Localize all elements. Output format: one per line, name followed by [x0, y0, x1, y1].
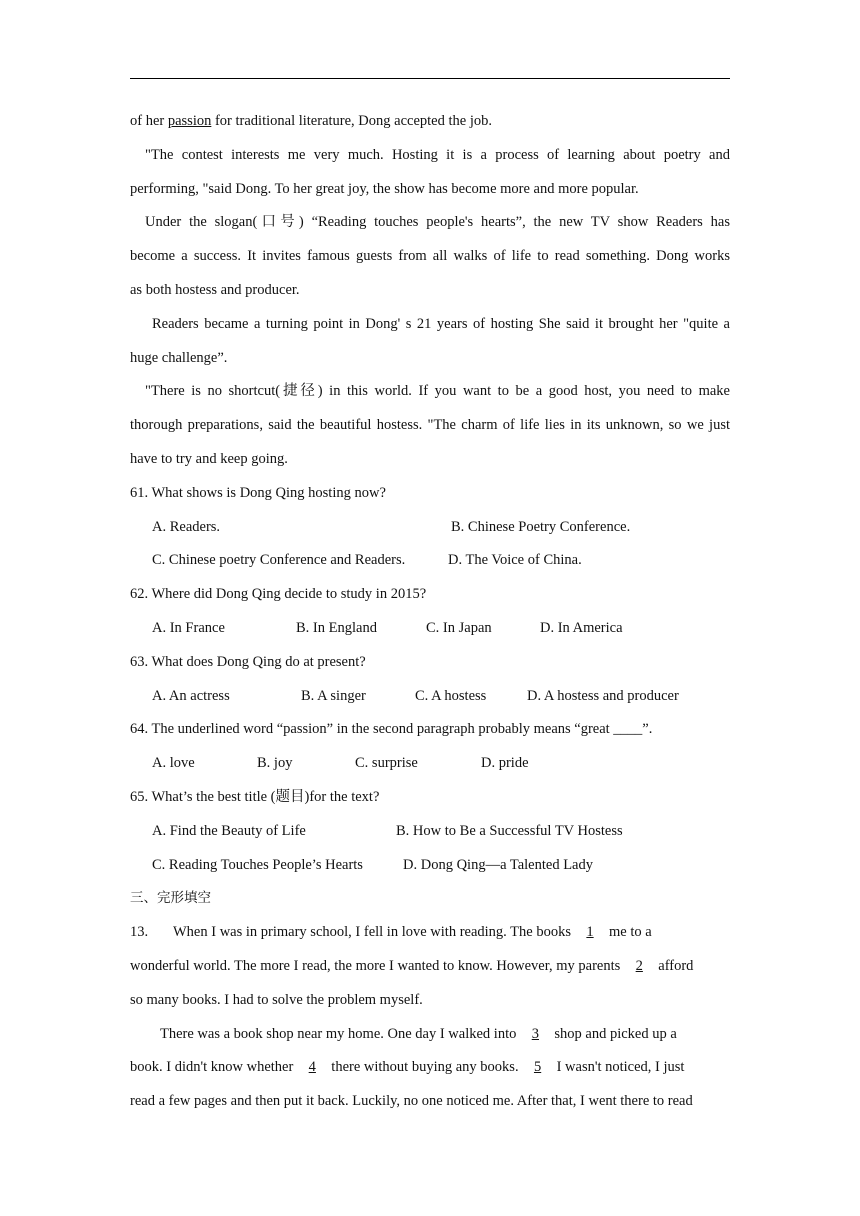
options-row	[130, 849, 730, 883]
question-number: 13.	[130, 924, 149, 941]
cloze-line	[130, 950, 730, 984]
passage-line	[130, 105, 730, 139]
option-a: A. Readers.	[152, 518, 221, 535]
text: there without buying any books.	[331, 1059, 519, 1076]
cloze-line	[130, 916, 730, 950]
text: book. I didn't know whether	[130, 1059, 294, 1076]
text: When I was in primary school, I fell in love with reading. The books	[173, 924, 571, 941]
passage-line: as both hostess and producer.	[130, 281, 300, 298]
blank-4: 4	[308, 1059, 316, 1076]
blank-3: 3	[531, 1025, 539, 1042]
passage-line: huge challenge”.	[130, 349, 228, 366]
option-b: B. Chinese Poetry Conference.	[451, 518, 631, 535]
option-a: A. Find the Beauty of Life	[152, 822, 306, 839]
question-65: 65. What’s the best title (题目)for the text?	[130, 788, 380, 805]
text: me to a	[609, 924, 652, 941]
header-rule	[130, 78, 730, 79]
cloze-line: so many books. I had to solve the problem myself.	[130, 991, 423, 1008]
text: There was a book shop near my home. One day I walked into	[160, 1025, 517, 1042]
option-a: A. In France	[152, 619, 225, 636]
blank-5: 5	[533, 1059, 542, 1076]
blank-2: 2	[635, 957, 643, 974]
options-row	[130, 511, 730, 545]
text: of her	[130, 113, 168, 129]
options-row	[130, 544, 730, 578]
passage-line: have to try and keep going.	[130, 450, 288, 467]
text: I wasn't noticed, I just	[556, 1059, 685, 1076]
option-c: C. surprise	[355, 755, 418, 772]
underlined-word-passion: passion	[167, 113, 212, 129]
option-b: B. joy	[257, 755, 293, 772]
passage-line: "There is no shortcut(捷径) in this world. If you want to be a good host, you need to make	[145, 383, 730, 400]
question-64: 64. The underlined word “passion” in the second paragraph probably means “great ____”.	[130, 721, 653, 738]
option-c: C. Chinese poetry Conference and Readers.	[152, 552, 406, 569]
text: for traditional literature, Dong accepted the job.	[211, 113, 492, 129]
passage-line: Under the slogan(口号) “Reading touches people's hearts”, the new TV show Readers has	[145, 214, 730, 231]
options-row	[130, 680, 730, 714]
options-row	[130, 815, 730, 849]
question-62: 62. Where did Dong Qing decide to study in 2015?	[130, 586, 427, 603]
cloze-line	[130, 1051, 730, 1085]
passage-line: thorough preparations, said the beautiful hostess. "The charm of life lies in its unknown, so we just	[130, 417, 730, 434]
cloze-line	[130, 1018, 730, 1052]
option-b: B. In England	[296, 619, 377, 636]
option-b: B. A singer	[301, 687, 366, 704]
option-d: D. The Voice of China.	[448, 552, 582, 569]
option-c: C. A hostess	[415, 687, 487, 704]
option-a: A. An actress	[152, 687, 230, 704]
question-61: 61. What shows is Dong Qing hosting now?	[130, 484, 386, 501]
text: afford	[658, 957, 694, 974]
document-body	[130, 105, 730, 1119]
question-63: 63. What does Dong Qing do at present?	[130, 653, 366, 670]
passage-line: Readers became a turning point in Dong' s 21 years of hosting She said it brought her "quite a	[152, 315, 730, 332]
option-d: D. pride	[481, 755, 529, 772]
option-d: D. A hostess and producer	[527, 687, 679, 704]
passage-line: "The contest interests me very much. Hosting it is a process of learning about poetry and	[145, 146, 730, 163]
text: shop and picked up a	[554, 1025, 677, 1042]
option-d: D. In America	[540, 619, 623, 636]
options-row	[130, 612, 730, 646]
option-d: D. Dong Qing—a Talented Lady	[403, 856, 593, 873]
option-a: A. love	[152, 755, 195, 772]
cloze-line: read a few pages and then put it back. Luckily, no one noticed me. After that, I went there to read	[130, 1093, 693, 1110]
option-b: B. How to Be a Successful TV Hostess	[396, 822, 623, 839]
option-c: C. Reading Touches People’s Hearts	[152, 856, 363, 873]
option-c: C. In Japan	[426, 619, 492, 636]
options-row	[130, 747, 730, 781]
section-heading: 三、完形填空	[130, 890, 211, 907]
blank-1: 1	[586, 924, 594, 941]
passage-line: performing, "said Dong. To her great joy, the show has become more and more popular.	[130, 180, 639, 197]
text: wonderful world. The more I read, the more I wanted to know. However, my parents	[130, 957, 621, 974]
passage-line: become a success. It invites famous guests from all walks of life to read something. Dong works	[130, 248, 730, 265]
